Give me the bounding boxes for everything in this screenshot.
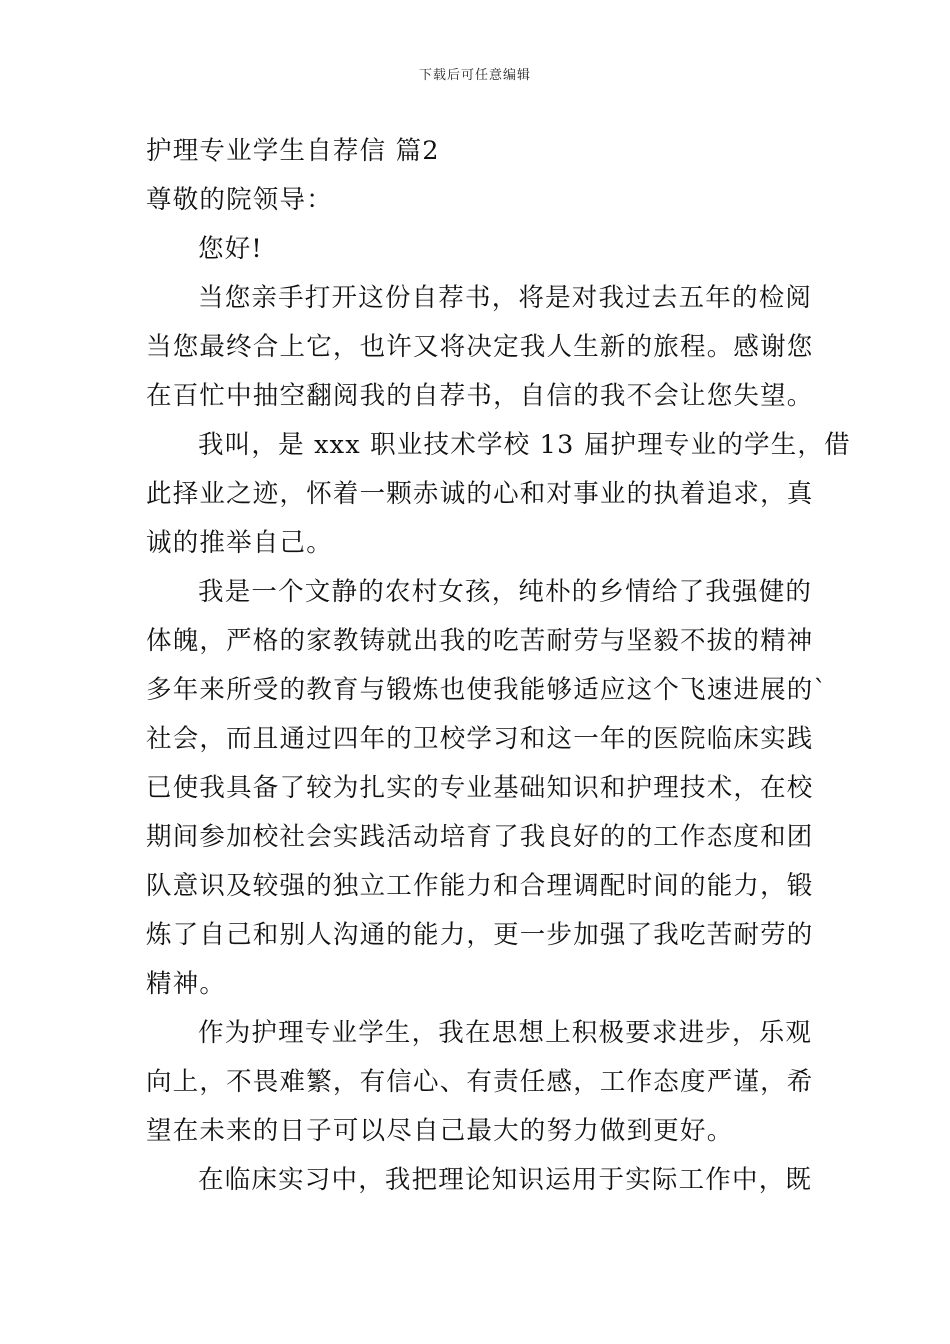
greeting: 您好! (198, 234, 263, 264)
paragraph-3-line-2: 体魄，严格的家教铸就出我的吃苦耐劳与坚毅不拔的精神 (146, 626, 814, 656)
paragraph-3-line-9: 精神。 (146, 969, 227, 999)
paragraph-3-line-6: 期间参加校社会实践活动培育了我良好的的工作态度和团 (146, 822, 814, 852)
paragraph-4-line-2: 向上，不畏难繁，有信心、有责任感，工作态度严谨，希 (146, 1067, 814, 1097)
paragraph-4-line-1: 作为护理专业学生，我在思想上积极要求进步，乐观 (198, 1018, 813, 1048)
paragraph-5-line-1: 在临床实习中，我把理论知识运用于实际工作中，既 (198, 1165, 813, 1195)
paragraph-4-line-3: 望在未来的日子可以尽自己最大的努力做到更好。 (146, 1116, 734, 1146)
paragraph-1-line-3: 在百忙中抽空翻阅我的自荐书，自信的我不会让您失望。 (146, 381, 814, 411)
paragraph-3-line-1: 我是一个文静的农村女孩，纯朴的乡情给了我强健的 (198, 577, 813, 607)
paragraph-1-line-2: 当您最终合上它，也许又将决定我人生新的旅程。感谢您 (146, 332, 814, 362)
paragraph-2-line-1: 我叫，是 xxx 职业技术学校 13 届护理专业的学生，借 (198, 430, 851, 460)
salutation: 尊敬的院领导： (146, 185, 333, 215)
paragraph-3-line-4: 社会，而且通过四年的卫校学习和这一年的医院临床实践 (146, 724, 814, 754)
paragraph-3-line-5: 已使我具备了较为扎实的专业基础知识和护理技术，在校 (146, 773, 814, 803)
paragraph-3-line-8: 炼了自己和别人沟通的能力，更一步加强了我吃苦耐劳的 (146, 920, 814, 950)
paragraph-3-line-7: 队意识及较强的独立工作能力和合理调配时间的能力，锻 (146, 871, 814, 901)
paragraph-2-line-3: 诚的推举自己。 (146, 528, 333, 558)
paragraph-2-line-2: 此择业之迹，怀着一颗赤诚的心和对事业的执着追求，真 (146, 479, 814, 509)
page-header-note: 下载后可任意编辑 (418, 68, 531, 83)
document-title: 护理专业学生自荐信 篇2 (146, 136, 440, 166)
paragraph-1-line-1: 当您亲手打开这份自荐书，将是对我过去五年的检阅 (198, 283, 813, 313)
paragraph-3-line-3: 多年来所受的教育与锻炼也使我能够适应这个飞速进展的` (146, 675, 828, 705)
letter-body (146, 127, 851, 1205)
